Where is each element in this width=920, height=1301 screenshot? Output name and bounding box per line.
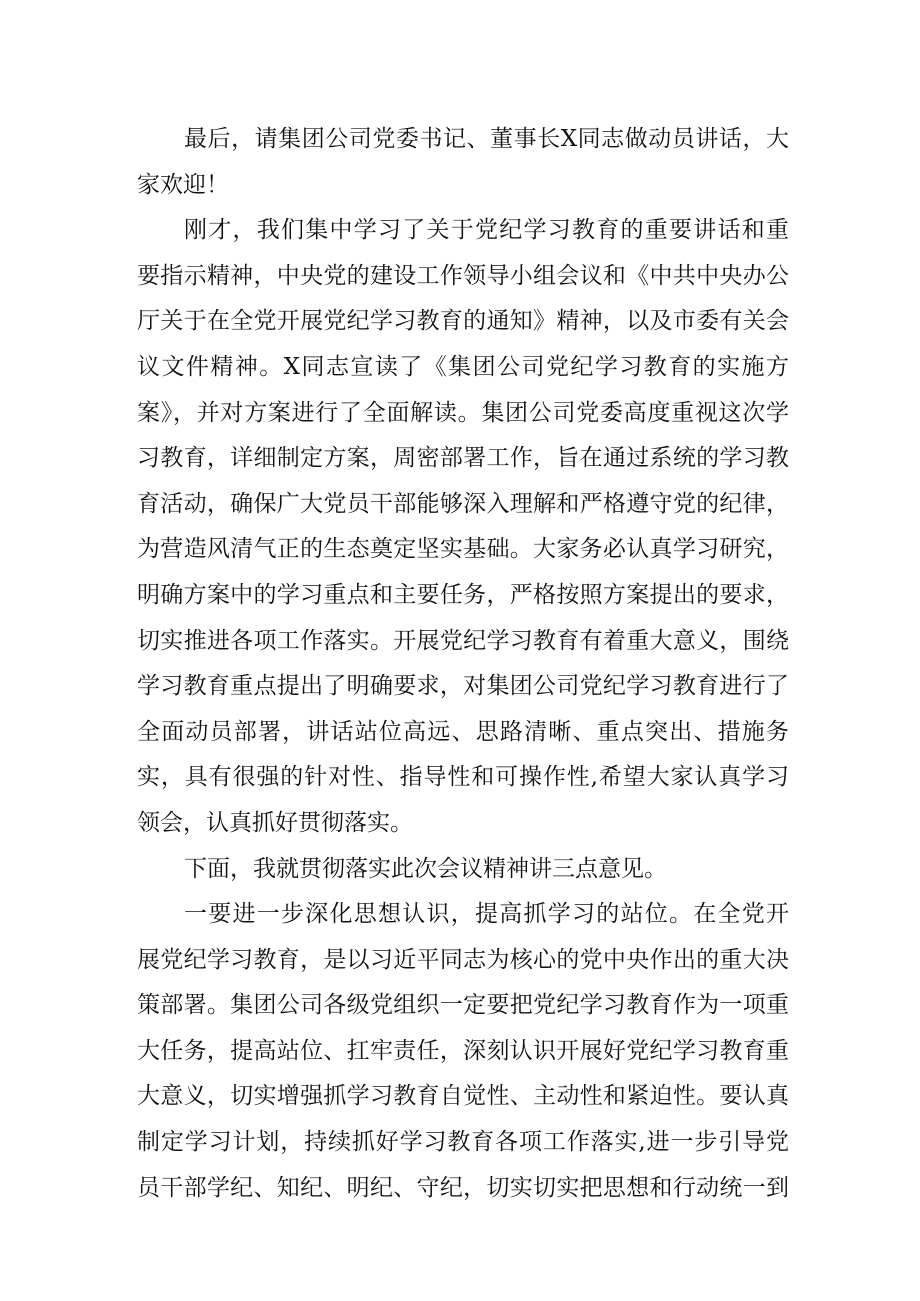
text-line: 厅关于在全党开展党纪学习教育的通知》精神，以及市委有关会 [137, 308, 789, 335]
text-line: 下面，我就贯彻落实此次会议精神讲三点意见。 [184, 855, 667, 882]
document-body [137, 117, 789, 1211]
text-line: 员干部学纪、知纪、明纪、守纪，切实切实把思想和行动统一到 [137, 1174, 789, 1201]
text-line: 制定学习计划，持续抓好学习教育各项工作落实,进一步引导党 [137, 1129, 789, 1156]
text-line: 最后，请集团公司党委书记、董事长X同志做动员讲话，大 [184, 126, 789, 152]
text-line: 习教育，详细制定方案，周密部署工作，旨在通过系统的学习教 [137, 445, 789, 472]
text-line: 大任务，提高站位、扛牢责任，深刻认识开展好党纪学习教育重 [137, 1037, 789, 1064]
text-line: 学习教育重点提出了明确要求，对集团公司党纪学习教育进行了 [137, 673, 789, 700]
text-line: 要指示精神，中央党的建设工作领导小组会议和《中共中央办公 [137, 262, 789, 289]
text-line: 实，具有很强的针对性、指导性和可操作性,希望大家认真学习 [137, 764, 789, 791]
text-line: 家欢迎！ [137, 171, 229, 198]
text-line: 一要进一步深化思想认识，提高抓学习的站位。在全党开 [184, 901, 789, 928]
text-line: 策部署。集团公司各级党组织一定要把党纪学习教育作为一项重 [137, 992, 789, 1019]
text-line: 为营造风清气正的生态奠定坚实基础。大家务必认真学习研究， [137, 536, 789, 563]
text-line: 议文件精神。X同志宣读了《集团公司党纪学习教育的实施方 [137, 353, 789, 380]
text-line: 领会，认真抓好贯彻落实。 [137, 809, 413, 836]
text-line: 大意义，切实增强抓学习教育自觉性、主动性和紧迫性。要认真 [137, 1083, 789, 1110]
text-line: 展党纪学习教育，是以习近平同志为核心的党中央作出的重大决 [137, 946, 789, 973]
text-line: 育活动，确保广大党员干部能够深入理解和严格遵守党的纪律， [137, 490, 789, 517]
text-line: 全面动员部署，讲话站位高远、思路清晰、重点突出、措施务 [137, 718, 789, 745]
text-line: 切实推进各项工作落实。开展党纪学习教育有着重大意义，围绕 [137, 627, 789, 654]
text-line: 案》，并对方案进行了全面解读。集团公司党委高度重视这次学 [137, 399, 789, 426]
text-line: 明确方案中的学习重点和主要任务，严格按照方案提出的要求， [137, 581, 789, 608]
text-line: 刚才，我们集中学习了关于党纪学习教育的重要讲话和重 [184, 217, 789, 244]
